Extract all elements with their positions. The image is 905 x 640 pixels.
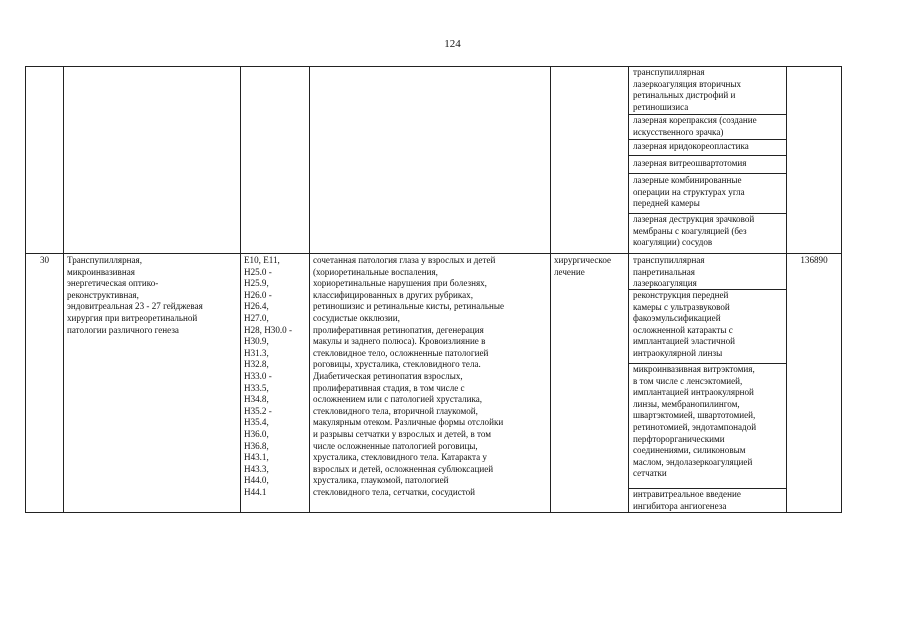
column-divider [550,67,551,512]
column-divider [786,67,787,512]
method-divider [628,155,786,156]
method-cell: транспупиллярная лазеркоагуляция вторичных ретинальных дистрофий и ретиношизиса [633,67,742,112]
method-cell: транспупиллярная панретинальная лазеркоагуляция [633,255,705,289]
row-number: 30 [39,255,50,265]
method-divider [628,139,786,140]
method-cell: лазерные комбинированные операции на структурах угла передней камеры [633,175,745,209]
method-cell: лазерная иридокореопластика [633,141,749,151]
method-cell: интравитреальное введение ингибитора ангиогенеза [633,489,741,511]
row-name: Транспупиллярная, микроинвазивная энергетическая оптико- реконструктивная, эндовитреальная 23 - 27 гейджевая хирургия при витреоретинальной патологии различного генеза [67,255,203,335]
row-model: сочетанная патология глаза у взрослых и детей (хориоретинальные воспаления, хориоретинальные нарушения при болезнях, классифицированных в других рубриках, ретиношизис и ретинальные кисты, ретинальные сосудистые окклюзии, пролиферативная ретинопатия, дегенерация макулы и заднего полюса). Кровоизлияние в стекловидное тело, осложненные патологией роговицы, хрусталика, стекловидного тела. Диабетическая ретинопатия взрослых, пролиферативная стадия, в том числе с осложнением или с патологией хрусталика, стекловидного тела, вторичной глаукомой, макулярным отеком. Различные формы отслойки и разрывы сетчатки у взрослых и детей, в том числе осложненные патологией роговицы, хрусталика, стекловидного тела. Катаракта у взрослых и детей, осложненная сублюксацией хрусталика, глаукомой, патологией стекловидного тела, сетчатки, сосудистой [313,255,505,497]
method-cell: лазерная корепраксия (создание искусственного зрачка) [633,115,757,137]
row-treatment-type: хирургическое лечение [554,255,612,277]
row-cost: 136890 [800,255,828,265]
page-number: 124 [444,38,461,50]
method-divider [628,173,786,174]
method-cell: лазерная витреошвартотомия [633,158,747,168]
row-codes: Е10, Е11, Н25.0 - Н25.9, Н26.0 - Н26.4, Н27.0, Н28, Н30.0 - Н30.9, Н31.3, Н32.8, Н33.0 - Н33.5, Н34.8, Н35.2 - Н35.4, Н36.0, Н36.8, Н43.1, Н43.3, Н44.0, Н44.1 [244,255,292,497]
method-cell: реконструкция передней камеры с ультразвуковой факоэмульсификацией осложненной катаракты с имплантацией эластичной интраокулярной линзы [633,290,736,358]
column-divider [240,67,241,512]
method-cell: лазерная деструкция зрачковой мембраны с коагуляцией (без коагуляции) сосудов [633,214,755,248]
method-cell: микроинвазивная витрэктомия, в том числе с ленсэктомией, имплантацией интраокулярной линзы, мембранопилингом, швартэктомией, швартотомией, ретинотомией, эндотампонадой перфторорганическими соединениями, силиконовым маслом, эндолазеркоагуляцией сетчатки [633,364,757,479]
column-divider [309,67,310,512]
table [25,66,842,513]
row-divider [26,253,841,254]
column-divider [63,67,64,512]
